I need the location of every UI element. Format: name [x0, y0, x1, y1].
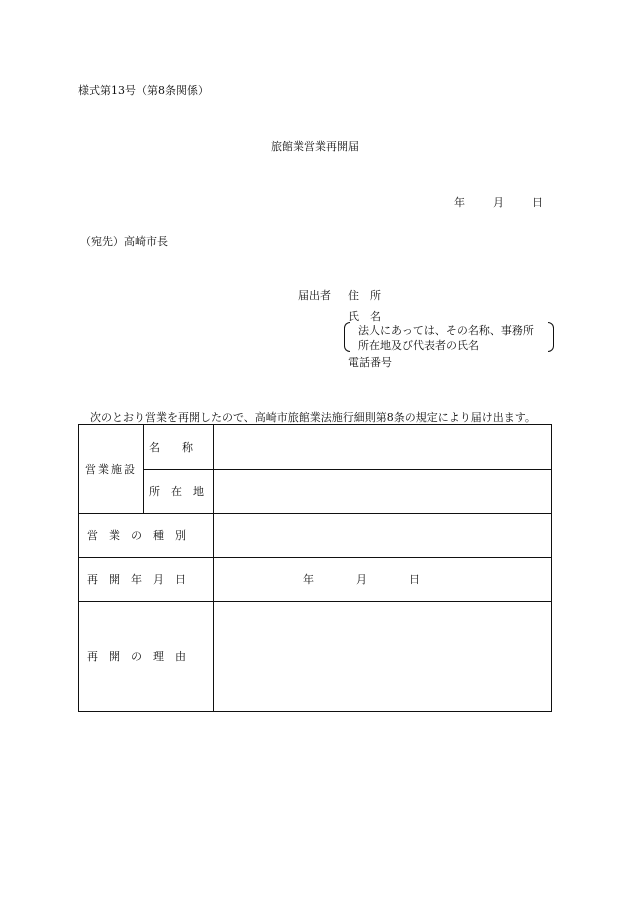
facility-name-label: 名 称 — [149, 441, 193, 454]
facility-label: 営業施設 — [85, 463, 137, 476]
business-type-field[interactable] — [214, 513, 551, 557]
date-year: 年 — [454, 196, 465, 209]
reason-field[interactable] — [214, 601, 551, 711]
facility-name-field[interactable] — [214, 425, 551, 469]
col-divider — [143, 425, 144, 513]
applicant-phone-label: 電話番号 — [348, 356, 392, 369]
form-table — [78, 424, 552, 712]
applicant-label: 届出者 — [298, 289, 331, 302]
corporate-note-line2: 所在地及び代表者の氏名 — [358, 339, 479, 352]
date-day: 日 — [532, 196, 543, 209]
date-line — [454, 194, 543, 210]
corporate-note-line1: 法人にあっては、その名称、事務所 — [358, 324, 534, 337]
applicant-name-label: 氏 名 — [348, 310, 381, 323]
intro-text: 次のとおり営業を再開したので、高崎市旅館業法施行細則第8条の規定により届け出ます。 — [90, 411, 536, 424]
reopen-year: 年 — [303, 573, 314, 586]
date-month: 月 — [493, 196, 504, 209]
reopen-month: 月 — [356, 573, 367, 586]
bracket-right — [548, 322, 554, 352]
addressee: （宛先）高崎市長 — [80, 235, 168, 248]
bracket-left — [344, 322, 350, 352]
facility-location-label: 所 在 地 — [149, 485, 204, 498]
reason-label: 再 開 の 理 由 — [87, 650, 186, 663]
reopen-date-label: 再 開 年 月 日 — [87, 573, 186, 586]
business-type-label: 営 業 の 種 別 — [87, 529, 186, 542]
facility-location-field[interactable] — [214, 469, 551, 513]
applicant-address-label: 住 所 — [348, 289, 381, 302]
page-title: 旅館業営業再開届 — [271, 140, 359, 153]
reopen-date-field[interactable] — [214, 557, 551, 601]
reopen-day: 日 — [409, 573, 420, 586]
form-number: 様式第13号（第8条関係） — [78, 84, 209, 97]
corporate-note — [344, 322, 554, 352]
